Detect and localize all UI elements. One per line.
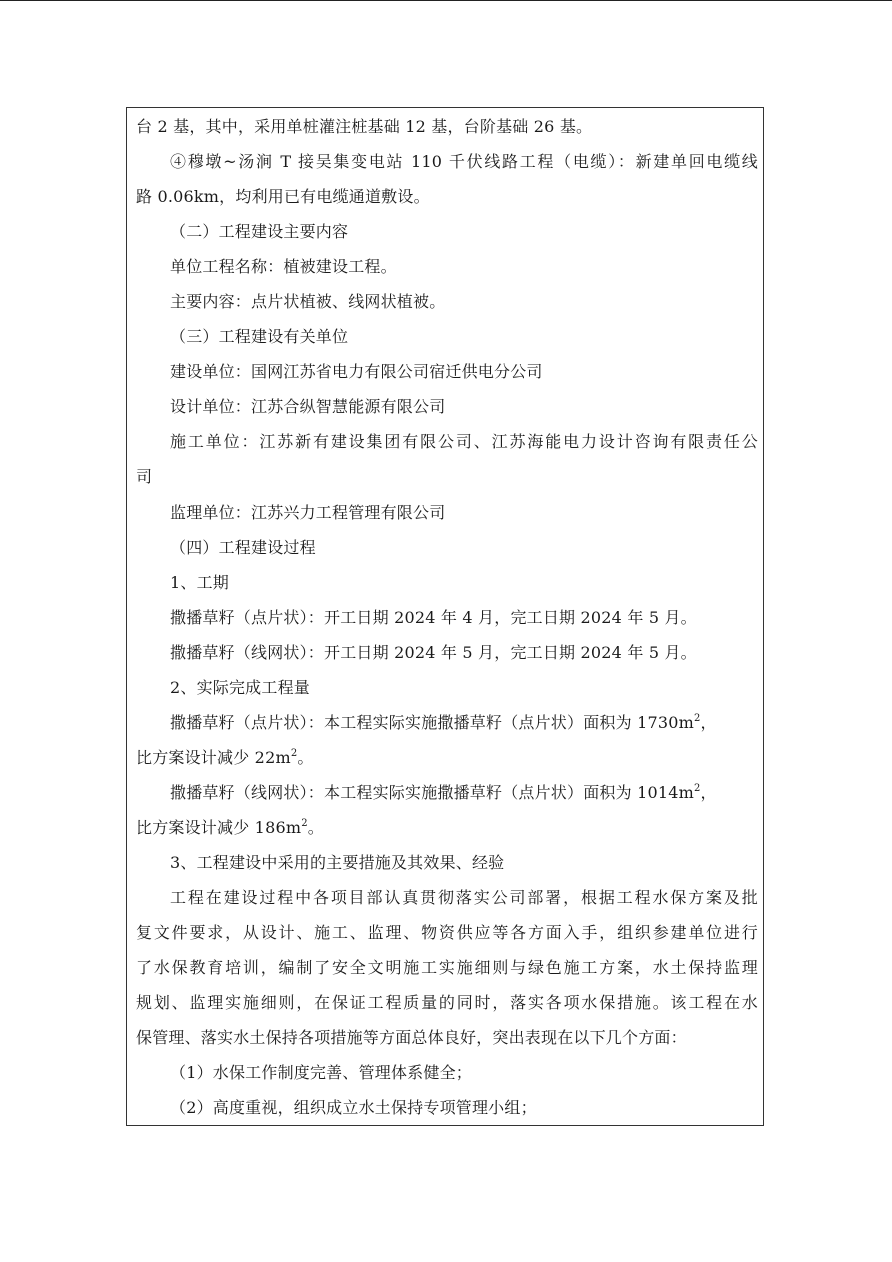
text-line: ④穆墩~汤涧 T 接吴集变电站 110 千伏线路工程（电缆）：新建单回电缆线 bbox=[170, 152, 758, 171]
text-line: 复文件要求，从设计、施工、监理、物资供应等各方面入手，组织参建单位进行 bbox=[136, 923, 758, 942]
superscript: 2 bbox=[301, 818, 308, 829]
text-line: 监理单位：江苏兴力工程管理有限公司 bbox=[170, 503, 446, 522]
text-line: 了水保教育培训，编制了安全文明施工实施细则与绿色施工方案，水土保持监理 bbox=[136, 958, 758, 977]
text-line: 撒播草籽（点片状）：开工日期 2024 年 4 月，完工日期 2024 年 5 月。 bbox=[170, 608, 697, 627]
text-line: 设计单位：江苏合纵智慧能源有限公司 bbox=[170, 397, 446, 416]
section-heading: （三）工程建设有关单位 bbox=[170, 327, 349, 346]
section-heading: （二）工程建设主要内容 bbox=[170, 222, 349, 241]
subsection-heading: 3、工程建设中采用的主要措施及其效果、经验 bbox=[170, 853, 505, 872]
section-heading: （四）工程建设过程 bbox=[170, 538, 316, 557]
text-segment: 。 bbox=[307, 818, 324, 837]
text-line: 路 0.06km，均利用已有电缆通道敷设。 bbox=[136, 187, 430, 206]
text-line bbox=[170, 783, 758, 803]
superscript: 2 bbox=[693, 783, 701, 794]
text-segment: 撒播草籽（点片状）：本工程实际实施撒播草籽（点片状）面积为 1730m bbox=[170, 713, 694, 732]
text-line: 保管理、落实水土保持各项措施等方面总体良好，突出表现在以下几个方面： bbox=[136, 1028, 687, 1047]
text-line: 司 bbox=[136, 467, 153, 486]
text-segment: ， bbox=[700, 713, 717, 732]
top-rule bbox=[0, 0, 892, 1]
superscript: 2 bbox=[693, 713, 701, 724]
text-line: 单位工程名称：植被建设工程。 bbox=[170, 257, 397, 276]
subsection-heading: 1、工期 bbox=[170, 573, 229, 592]
list-item: （2）高度重视，组织成立水土保持专项管理小组； bbox=[170, 1098, 537, 1117]
list-item: （1）水保工作制度完善、管理体系健全； bbox=[170, 1063, 472, 1082]
text-line: 台 2 基，其中，采用单桩灌注桩基础 12 基，台阶基础 26 基。 bbox=[136, 117, 593, 136]
text-line bbox=[136, 818, 758, 838]
text-line: 建设单位：国网江苏省电力有限公司宿迁供电分公司 bbox=[170, 362, 543, 381]
text-line bbox=[170, 713, 758, 733]
text-line: 撒播草籽（线网状）：开工日期 2024 年 5 月，完工日期 2024 年 5 月。 bbox=[170, 643, 697, 662]
text-segment: 。 bbox=[297, 748, 314, 767]
text-segment: 撒播草籽（线网状）：本工程实际实施撒播草籽（点片状）面积为 1014m bbox=[170, 783, 694, 802]
text-line: 工程在建设过程中各项目部认真贯彻落实公司部署，根据工程水保方案及批 bbox=[170, 888, 758, 907]
text-line bbox=[136, 748, 758, 768]
text-line: 主要内容：点片状植被、线网状植被。 bbox=[170, 292, 446, 311]
text-segment: 比方案设计减少 186m bbox=[136, 818, 302, 837]
text-line: 规划、监理实施细则，在保证工程质量的同时，落实各项水保措施。该工程在水 bbox=[136, 993, 758, 1012]
subsection-heading: 2、实际完成工程量 bbox=[170, 678, 310, 697]
text-segment: ， bbox=[700, 783, 717, 802]
text-segment: 比方案设计减少 22m bbox=[136, 748, 291, 767]
superscript: 2 bbox=[290, 748, 298, 759]
text-line: 施工单位：江苏新有建设集团有限公司、江苏海能电力设计咨询有限责任公 bbox=[170, 432, 758, 451]
